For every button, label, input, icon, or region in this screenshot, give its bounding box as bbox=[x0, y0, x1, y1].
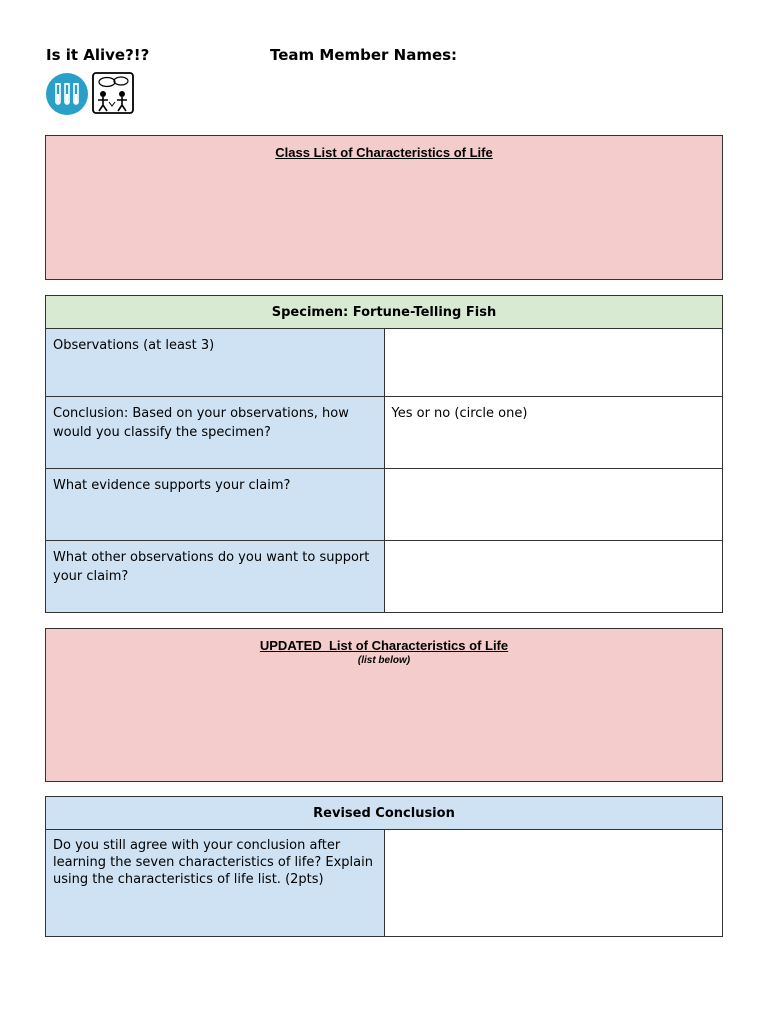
worksheet-title: Is it Alive?!? bbox=[46, 46, 150, 64]
table-row bbox=[46, 469, 723, 541]
answer-cell[interactable] bbox=[384, 469, 723, 541]
answer-cell[interactable] bbox=[384, 541, 723, 613]
updated-list-box[interactable] bbox=[45, 628, 723, 782]
specimen-heading: Specimen: Fortune-Telling Fish bbox=[46, 296, 723, 329]
answer-cell[interactable] bbox=[384, 329, 723, 397]
class-list-box[interactable] bbox=[45, 135, 723, 280]
table-row bbox=[46, 329, 723, 397]
answer-cell[interactable] bbox=[384, 830, 723, 937]
question-cell: What evidence supports your claim? bbox=[46, 469, 385, 541]
revised-heading: Revised Conclusion bbox=[46, 797, 723, 830]
class-list-heading: Class List of Characteristics of Life bbox=[275, 145, 493, 160]
team-names-label: Team Member Names: bbox=[270, 46, 458, 64]
table-row bbox=[46, 397, 723, 469]
answer-cell[interactable]: Yes or no (circle one) bbox=[384, 397, 723, 469]
discussion-icon bbox=[92, 72, 134, 114]
question-cell: What other observations do you want to support your claim? bbox=[46, 541, 385, 613]
test-tubes-icon bbox=[45, 72, 89, 116]
table-row bbox=[46, 541, 723, 613]
question-cell: Do you still agree with your conclusion after learning the seven characteristics of life? Explain using the characteristics of life list. (2pts) bbox=[46, 830, 385, 937]
question-cell: Observations (at least 3) bbox=[46, 329, 385, 397]
updated-list-subheading: (list below) bbox=[357, 655, 411, 666]
updated-list-heading: UPDATED List of Characteristics of Life bbox=[259, 638, 509, 653]
revised-conclusion-table bbox=[45, 796, 723, 937]
question-cell: Conclusion: Based on your observations, how would you classify the specimen? bbox=[46, 397, 385, 469]
table-row bbox=[46, 830, 723, 937]
specimen-table bbox=[45, 295, 723, 613]
